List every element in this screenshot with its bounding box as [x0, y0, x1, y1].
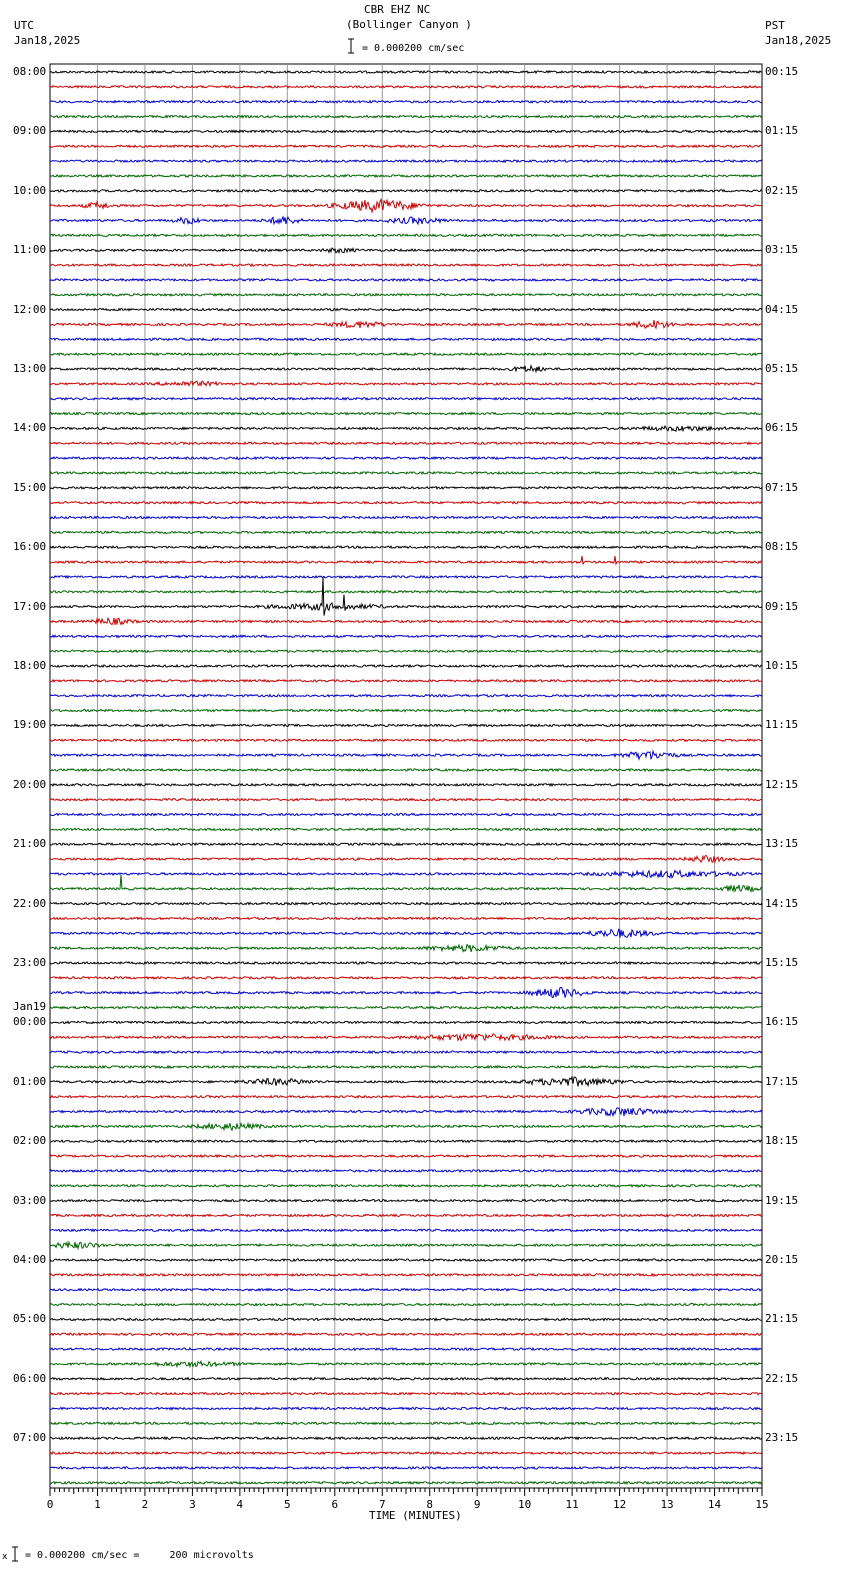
trace-row-81	[50, 1274, 762, 1276]
trace-row-5	[50, 145, 762, 147]
footer-scale-bar-icon	[11, 1546, 19, 1562]
trace-row-13	[50, 264, 762, 266]
utc-hour-label: 13:00	[13, 362, 47, 375]
pst-hour-label: 17:15	[765, 1074, 799, 1088]
trace-row-11	[50, 234, 762, 236]
trace-row-60	[50, 962, 762, 964]
trace-row-29	[50, 502, 762, 504]
trace-row-43	[50, 710, 762, 712]
pst-hour-label: 15:15	[765, 956, 799, 969]
trace-row-16	[50, 309, 762, 311]
utc-hour-label: 04:00	[13, 1253, 47, 1266]
right-date: Jan18,2025	[765, 34, 832, 47]
trace-row-10	[50, 217, 762, 224]
trace-row-68	[50, 1077, 762, 1086]
trace-row-74	[50, 1170, 762, 1172]
scale-bar-icon	[347, 38, 355, 54]
utc-hour-label: 15:00	[13, 480, 47, 494]
trace-row-33	[50, 556, 762, 564]
trace-row-63	[50, 1007, 762, 1009]
utc-hour-label: 12:00	[13, 302, 47, 316]
trace-row-94	[50, 1467, 762, 1469]
trace-row-25	[50, 442, 762, 444]
trace-row-45	[50, 739, 762, 741]
trace-row-58	[50, 929, 762, 938]
trace-row-87	[50, 1361, 762, 1366]
trace-row-65	[50, 1034, 762, 1040]
pst-hour-label: 11:15	[765, 718, 799, 732]
pst-hour-label: 09:15	[765, 599, 799, 613]
trace-row-77	[50, 1214, 762, 1216]
trace-row-8	[50, 190, 762, 192]
station-title: CBR EHZ NC	[364, 3, 431, 16]
x-tick-label-8: 8	[426, 1498, 434, 1511]
utc-hour-label: 17:00	[13, 599, 47, 613]
utc-hour-label: 05:00	[13, 1312, 47, 1326]
trace-row-22	[50, 398, 762, 400]
pst-hour-label: 22:15	[765, 1371, 799, 1385]
trace-row-56	[50, 903, 762, 905]
utc-hour-label: 07:00	[13, 1431, 47, 1445]
trace-row-21	[50, 381, 762, 385]
trace-row-64	[50, 1021, 762, 1023]
pst-hour-label: 19:15	[765, 1193, 799, 1207]
right-timezone: PST	[765, 19, 785, 32]
x-tick-label-12: 12	[612, 1498, 627, 1511]
pst-hour-label: 18:15	[765, 1134, 799, 1148]
trace-row-90	[50, 1407, 762, 1409]
trace-row-46	[50, 751, 762, 759]
trace-row-62	[50, 987, 762, 997]
x-tick-label-2: 2	[141, 1498, 149, 1511]
x-tick-label-10: 10	[518, 1498, 532, 1511]
trace-row-53	[50, 856, 762, 863]
trace-row-80	[50, 1259, 762, 1261]
trace-row-76	[50, 1200, 762, 1202]
utc-hour-label: 10:00	[13, 183, 47, 197]
utc-hour-label: 00:00	[13, 1015, 47, 1029]
trace-row-67	[50, 1066, 762, 1068]
pst-hour-label: 07:15	[765, 480, 799, 494]
pst-hour-label: 12:15	[765, 777, 799, 791]
utc-hour-label: 06:00	[13, 1371, 47, 1385]
scale-text: = 0.000200 cm/sec	[362, 43, 465, 54]
trace-row-75	[50, 1185, 762, 1187]
trace-row-52	[50, 843, 762, 845]
utc-hour-label: 21:00	[13, 837, 47, 851]
trace-row-85	[50, 1333, 762, 1335]
pst-hour-label: 10:15	[765, 659, 799, 672]
trace-row-9	[50, 199, 762, 212]
trace-row-55	[50, 875, 762, 892]
trace-rows	[50, 71, 762, 1484]
utc-hour-label: 14:00	[13, 421, 47, 435]
pst-hour-label: 03:15	[765, 243, 799, 257]
trace-row-71	[50, 1123, 762, 1130]
trace-row-28	[50, 487, 762, 489]
pst-hour-label: 14:15	[765, 896, 799, 910]
trace-row-17	[50, 320, 762, 328]
x-tick-label-11: 11	[565, 1498, 579, 1511]
trace-row-92	[50, 1437, 762, 1439]
utc-hour-label: 19:00	[13, 718, 47, 732]
pst-hour-label: 05:15	[765, 362, 799, 375]
pst-hour-label: 13:15	[765, 837, 799, 851]
left-timezone: UTC	[14, 19, 34, 32]
trace-row-6	[50, 160, 762, 162]
trace-row-19	[50, 353, 762, 355]
x-tick-label-13: 13	[660, 1498, 674, 1511]
trace-row-51	[50, 828, 762, 830]
x-axis	[47, 1488, 769, 1511]
x-tick-label-5: 5	[284, 1498, 291, 1511]
trace-row-41	[50, 680, 762, 682]
x-tick-label-7: 7	[378, 1498, 386, 1511]
trace-row-93	[50, 1452, 762, 1454]
trace-row-83	[50, 1304, 762, 1306]
trace-row-7	[50, 175, 762, 177]
x-tick-label-4: 4	[236, 1498, 244, 1511]
trace-row-88	[50, 1378, 762, 1380]
day-change-label: Jan19	[13, 1000, 47, 1014]
utc-hour-label: 01:00	[13, 1074, 47, 1088]
x-tick-label-3: 3	[189, 1498, 196, 1511]
trace-row-20	[50, 366, 762, 372]
trace-row-23	[50, 413, 762, 415]
pst-hour-label: 01:15	[765, 124, 799, 138]
x-tick-label-0: 0	[46, 1498, 54, 1511]
utc-hour-label: 23:00	[13, 956, 47, 969]
trace-row-69	[50, 1096, 762, 1098]
trace-row-89	[50, 1393, 762, 1395]
trace-row-57	[50, 917, 762, 919]
pst-hour-label: 00:15	[765, 65, 799, 78]
utc-hour-label: 20:00	[13, 777, 47, 791]
trace-row-82	[50, 1289, 762, 1291]
trace-row-26	[50, 457, 762, 459]
pst-hour-label: 06:15	[765, 421, 799, 435]
trace-row-49	[50, 799, 762, 801]
trace-row-35	[50, 591, 762, 593]
trace-row-30	[50, 516, 762, 518]
trace-row-4	[50, 130, 762, 132]
left-date: Jan18,2025	[14, 34, 81, 47]
trace-row-18	[50, 338, 762, 340]
trace-row-79	[50, 1242, 762, 1249]
pst-hour-label: 16:15	[765, 1015, 799, 1029]
pst-hour-label: 02:15	[765, 183, 799, 197]
trace-row-44	[50, 724, 762, 726]
x-tick-label-1: 1	[94, 1498, 101, 1511]
footer-marker: x	[2, 1552, 8, 1562]
trace-row-14	[50, 279, 762, 281]
trace-row-84	[50, 1318, 762, 1320]
trace-row-91	[50, 1422, 762, 1424]
trace-row-1	[50, 86, 762, 88]
trace-row-66	[50, 1051, 762, 1053]
trace-row-50	[50, 813, 762, 815]
utc-hour-label: 08:00	[13, 65, 47, 78]
trace-row-15	[50, 294, 762, 296]
trace-row-32	[50, 546, 762, 548]
trace-row-73	[50, 1155, 762, 1157]
trace-row-48	[50, 784, 762, 786]
trace-row-2	[50, 101, 762, 103]
utc-hour-label: 03:00	[13, 1193, 47, 1207]
trace-row-37	[50, 618, 762, 625]
x-tick-label-6: 6	[331, 1498, 339, 1511]
trace-row-61	[50, 977, 762, 979]
trace-row-78	[50, 1229, 762, 1231]
trace-row-12	[50, 248, 762, 253]
utc-hour-label: 18:00	[13, 659, 47, 672]
pst-hour-label: 21:15	[765, 1312, 799, 1326]
trace-row-72	[50, 1140, 762, 1142]
trace-row-39	[50, 650, 762, 652]
trace-row-24	[50, 426, 762, 431]
x-axis-label: TIME (MINUTES)	[369, 1509, 462, 1522]
trace-row-47	[50, 769, 762, 771]
trace-row-40	[50, 665, 762, 667]
trace-row-34	[50, 576, 762, 578]
pst-hour-label: 08:15	[765, 540, 799, 554]
utc-hour-label: 11:00	[13, 243, 47, 257]
utc-hour-label: 16:00	[13, 540, 47, 554]
x-tick-label-9: 9	[473, 1498, 481, 1511]
trace-row-54	[50, 871, 762, 878]
footer-scale-text: = 0.000200 cm/sec = 200 microvolts	[25, 1550, 254, 1561]
pst-hour-label: 23:15	[765, 1431, 799, 1445]
x-tick-label-15: 15	[755, 1498, 769, 1511]
trace-row-0	[50, 71, 762, 73]
trace-row-38	[50, 635, 762, 637]
utc-hour-label: 09:00	[13, 124, 47, 138]
trace-row-31	[50, 531, 762, 533]
trace-row-70	[50, 1108, 762, 1116]
trace-row-95	[50, 1482, 762, 1484]
utc-hour-label: 02:00	[13, 1134, 47, 1148]
trace-row-36	[50, 577, 762, 616]
pst-hour-label: 04:15	[765, 302, 799, 316]
utc-hour-label: 22:00	[13, 896, 47, 910]
station-location: (Bollinger Canyon )	[346, 18, 472, 31]
pst-hour-label: 20:15	[765, 1253, 799, 1266]
trace-row-86	[50, 1348, 762, 1350]
trace-row-42	[50, 695, 762, 697]
trace-row-27	[50, 472, 762, 474]
x-tick-label-14: 14	[707, 1498, 722, 1511]
trace-row-3	[50, 116, 762, 118]
trace-row-59	[50, 945, 762, 952]
